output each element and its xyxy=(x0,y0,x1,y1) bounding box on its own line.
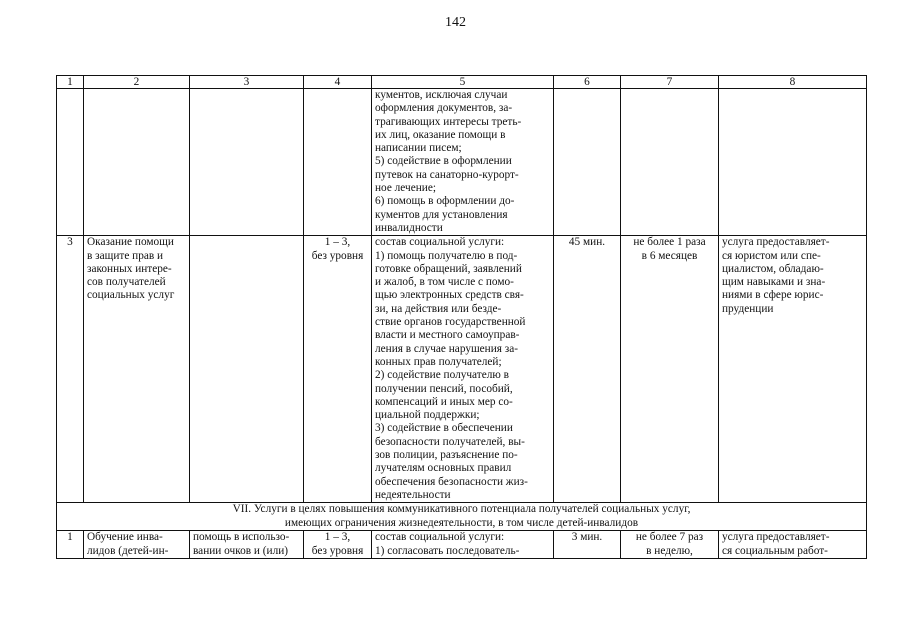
duration-cell: 45 мин. xyxy=(554,236,621,503)
text-line: 6) помощь в оформлении до- xyxy=(375,195,515,208)
table-cell xyxy=(57,89,84,236)
text-line: лучателям основных правил xyxy=(375,462,512,475)
norm-cell xyxy=(304,531,372,559)
column-header: 1 xyxy=(57,76,84,89)
text-line: имеющих ограничения жизнедеятельности, в том числе детей-инвалидов xyxy=(284,516,639,529)
page-number: 142 xyxy=(445,15,466,30)
table-cell xyxy=(719,89,867,236)
row-number: 3 xyxy=(57,236,84,503)
section-header-row xyxy=(57,503,867,531)
text-line: циальной поддержки; xyxy=(375,409,480,422)
text-line: законных интере- xyxy=(87,262,172,275)
text-line: 1) помощь получателю в под- xyxy=(375,249,518,262)
text-line: ниями в сфере юрис- xyxy=(722,289,824,302)
continuation-content-cell xyxy=(372,89,554,236)
text-line: 1 – 3, xyxy=(324,531,351,544)
text-line: Оказание помощи xyxy=(87,236,174,249)
column-header: 8 xyxy=(719,76,867,89)
text-line: услуга предоставляет- xyxy=(722,531,830,544)
column-header: 2 xyxy=(84,76,190,89)
text-line: состав социальной услуги: xyxy=(375,531,505,544)
text-line: помощь в использо- xyxy=(193,531,290,544)
table-cell xyxy=(554,89,621,236)
table-cell xyxy=(190,236,304,503)
text-line: 2) содействие получателю в xyxy=(375,369,509,382)
text-line: обеспечения безопасности жиз- xyxy=(375,475,528,488)
text-line: получении пенсий, пособий, xyxy=(375,382,513,395)
text-line: безопасности получателей, вы- xyxy=(375,435,525,448)
text-line: Обучение инва- xyxy=(87,531,163,544)
duration-cell: 3 мин. xyxy=(554,531,621,559)
text-line: недеятельности xyxy=(375,488,451,501)
text-line: ное лечение; xyxy=(375,182,436,195)
services-table xyxy=(56,75,867,559)
service-col3-cell xyxy=(190,531,304,559)
text-line: путевок на санаторно-курорт- xyxy=(375,168,519,181)
text-line: написании писем; xyxy=(375,142,462,155)
text-line: состав социальной услуги: xyxy=(375,236,505,249)
service-row-3 xyxy=(57,236,867,503)
service-row-vii-1 xyxy=(57,531,867,559)
text-line: щим навыками и зна- xyxy=(722,276,826,289)
frequency-cell xyxy=(621,236,719,503)
text-line: вании очков и (или) xyxy=(193,544,289,557)
text-line: ся социальным работ- xyxy=(722,544,828,557)
norm-cell xyxy=(304,236,372,503)
table-cell xyxy=(84,89,190,236)
service-name-cell xyxy=(84,236,190,503)
text-line: в 6 месяцев xyxy=(641,249,698,262)
text-line: без уровня xyxy=(311,249,364,262)
text-line: ления в случае нарушения за- xyxy=(375,342,519,355)
column-header: 6 xyxy=(554,76,621,89)
text-line: сов получателей xyxy=(87,276,166,289)
column-header: 5 xyxy=(372,76,554,89)
service-name-cell xyxy=(84,531,190,559)
service-content-cell xyxy=(372,531,554,559)
text-line: социальных услуг xyxy=(87,289,175,302)
text-line: ся юристом или спе- xyxy=(722,249,821,262)
text-line: не более 7 раз xyxy=(635,531,704,544)
text-line: трагивающих интересы треть- xyxy=(375,115,522,128)
service-content-cell xyxy=(372,236,554,503)
conditions-cell xyxy=(719,531,867,559)
text-line: 1) согласовать последователь- xyxy=(375,544,520,557)
text-line: оформления документов, за- xyxy=(375,102,513,115)
text-line: власти и местного самоуправ- xyxy=(375,329,520,342)
table-cell xyxy=(190,89,304,236)
column-header: 4 xyxy=(304,76,372,89)
text-line: пруденции xyxy=(722,302,774,315)
continuation-row xyxy=(57,89,867,236)
text-line: без уровня xyxy=(311,544,364,557)
text-line: в защите прав и xyxy=(87,249,164,262)
text-line: их лиц, оказание помощи в xyxy=(375,128,506,141)
text-line: кументов для установления xyxy=(375,208,508,221)
row-number: 1 xyxy=(57,531,84,559)
text-line: ствие органов государственной xyxy=(375,316,526,329)
table-cell xyxy=(621,89,719,236)
text-line: в неделю, xyxy=(646,544,693,557)
header-row xyxy=(57,76,867,89)
text-line: циалистом, обладаю- xyxy=(722,262,824,275)
text-line: лидов (детей-ин- xyxy=(87,544,169,557)
text-line: и жалоб, в том числе с помо- xyxy=(375,276,514,289)
text-line: 5) содействие в оформлении xyxy=(375,155,512,168)
text-line: 1 – 3, xyxy=(324,236,351,249)
text-line: услуга предоставляет- xyxy=(722,236,830,249)
conditions-cell xyxy=(719,236,867,503)
text-line: зов полиции, разъяснение по- xyxy=(375,449,518,462)
text-line: компенсаций и иных мер со- xyxy=(375,395,513,408)
frequency-cell xyxy=(621,531,719,559)
text-line: 3) содействие в обеспечении xyxy=(375,422,513,435)
text-line: VII. Услуги в целях повышения коммуникативного потенциала получателей социальных услуг, xyxy=(232,503,691,516)
text-line: не более 1 раза xyxy=(633,236,706,249)
text-line: кументов, исключая случаи xyxy=(375,89,508,101)
column-header: 7 xyxy=(621,76,719,89)
text-line: конных прав получателей; xyxy=(375,355,502,368)
text-line: готовке обращений, заявлений xyxy=(375,262,522,275)
column-header: 3 xyxy=(190,76,304,89)
table-cell xyxy=(304,89,372,236)
text-line: инвалидности xyxy=(375,221,443,234)
section-title xyxy=(57,503,867,531)
text-line: щью электронных средств свя- xyxy=(375,289,524,302)
text-line: зи, на действия или безде- xyxy=(375,302,502,315)
